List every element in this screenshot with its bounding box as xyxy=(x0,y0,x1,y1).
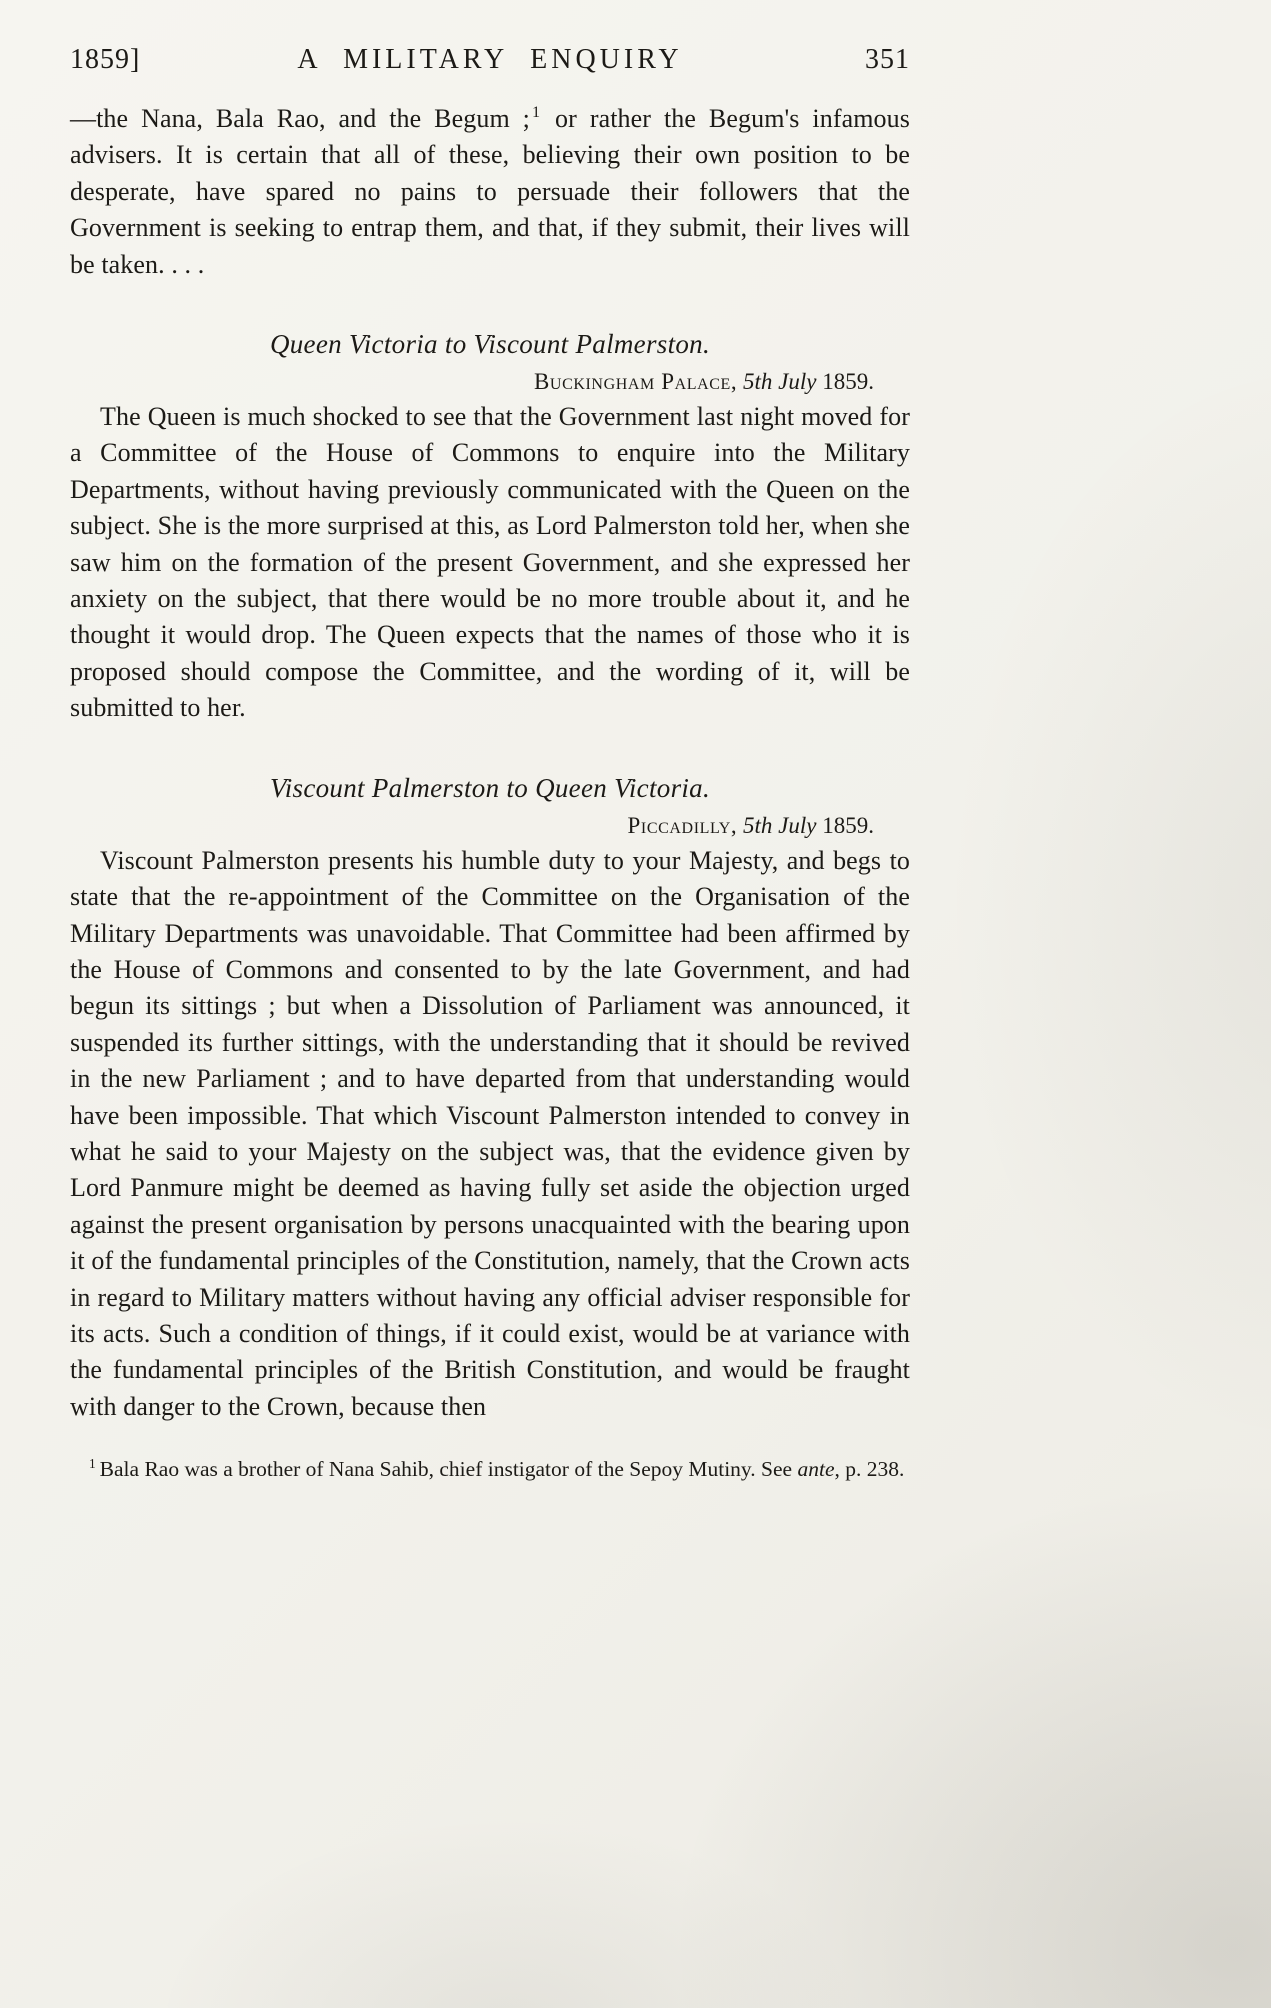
letter-heading: Viscount Palmerston to Queen Victoria. xyxy=(269,772,711,803)
dateline xyxy=(70,813,910,839)
footnote-text: Bala Rao was a brother of Nana Sahib, chief instigator of the Sepoy Mutiny. See xyxy=(99,1457,798,1482)
letter-palmerston-to-queen xyxy=(70,773,910,1426)
dateline-place: Piccadilly, xyxy=(627,812,738,838)
dateline-place: Buckingham Palace, xyxy=(533,369,738,395)
letter-body: Viscount Palmerston presents his humble duty to your Majesty, and begs to state that the re-appointment of the Committee on the Organisation of the Military Departments was unavoidable. That Committee had been affirmed by the House of Commons and consented to by the late Government, and had begun its sittings ; but when a Dissolution of Parliament was announced, it suspended its further sittings, with the understanding that it should be revived in the new Parliament ; and to have departed from that understanding would have been impossible. That which Viscount Palmerston intended to convey in what he said to your Majesty on the subject was, that the evidence given by Lord Panmure might be deemed as having fully set aside the objection urged against the present organisation by persons unacquainted with the bearing upon it of the fundamental principles of the Constitution, namely, that the Crown acts in regard to Military matters without having any official adviser responsible for its acts. Such a condition of things, if it could exist, would be at variance with the fundamental principles of the British Constitution, and would be fraught with danger to the Crown, because then xyxy=(70,845,910,1421)
dateline xyxy=(70,369,910,395)
intro-text-before-ref: —the Nana, Bala Rao, and the Begum ; xyxy=(70,104,530,133)
letter-queen-to-palmerston xyxy=(70,329,910,727)
intro-text-after-ref: or rather the Begum's infamous advisers. It is certain that all of these, believing their own position to be desperate, have spared no pains to persuade their followers that the Government is seeking to entrap them, and that, if they submit, their lives will be taken. . . . xyxy=(70,104,910,279)
letter-body: The Queen is much shocked to see that the Government last night moved for a Committee of the House of Commons to enquire into the Military Departments, without having previously communicated with the Queen on the subject. She is the more surprised at this, as Lord Palmerston told her, when she saw him on the formation of the present Government, and she expressed her anxiety on the subject, that there would be no more trouble about it, and he thought it would drop. The Queen expects that the names of those who it is proposed should compose the Committee, and the wording of it, will be submitted to her. xyxy=(70,402,910,723)
footnote-marker: 1 xyxy=(89,1456,96,1472)
dateline-year: 1859. xyxy=(822,812,874,838)
footnote xyxy=(70,1455,910,1483)
running-head xyxy=(70,0,910,76)
footnote-text-end: , p. 238. xyxy=(834,1457,905,1482)
letter-heading: Queen Victoria to Viscount Palmerston. xyxy=(269,329,711,360)
continuation-paragraph xyxy=(70,101,910,283)
footnote-reference-marker: 1 xyxy=(532,104,541,122)
dateline-date: 5th July xyxy=(743,812,817,838)
dateline-year: 1859. xyxy=(822,369,874,395)
page-title: A MILITARY ENQUIRY xyxy=(297,44,683,75)
text-block xyxy=(70,0,910,1483)
footnote-italic-term: ante xyxy=(797,1457,835,1482)
page-number: 351 xyxy=(865,44,910,75)
header-year: 1859] xyxy=(70,44,141,75)
dateline-date: 5th July xyxy=(743,369,817,395)
